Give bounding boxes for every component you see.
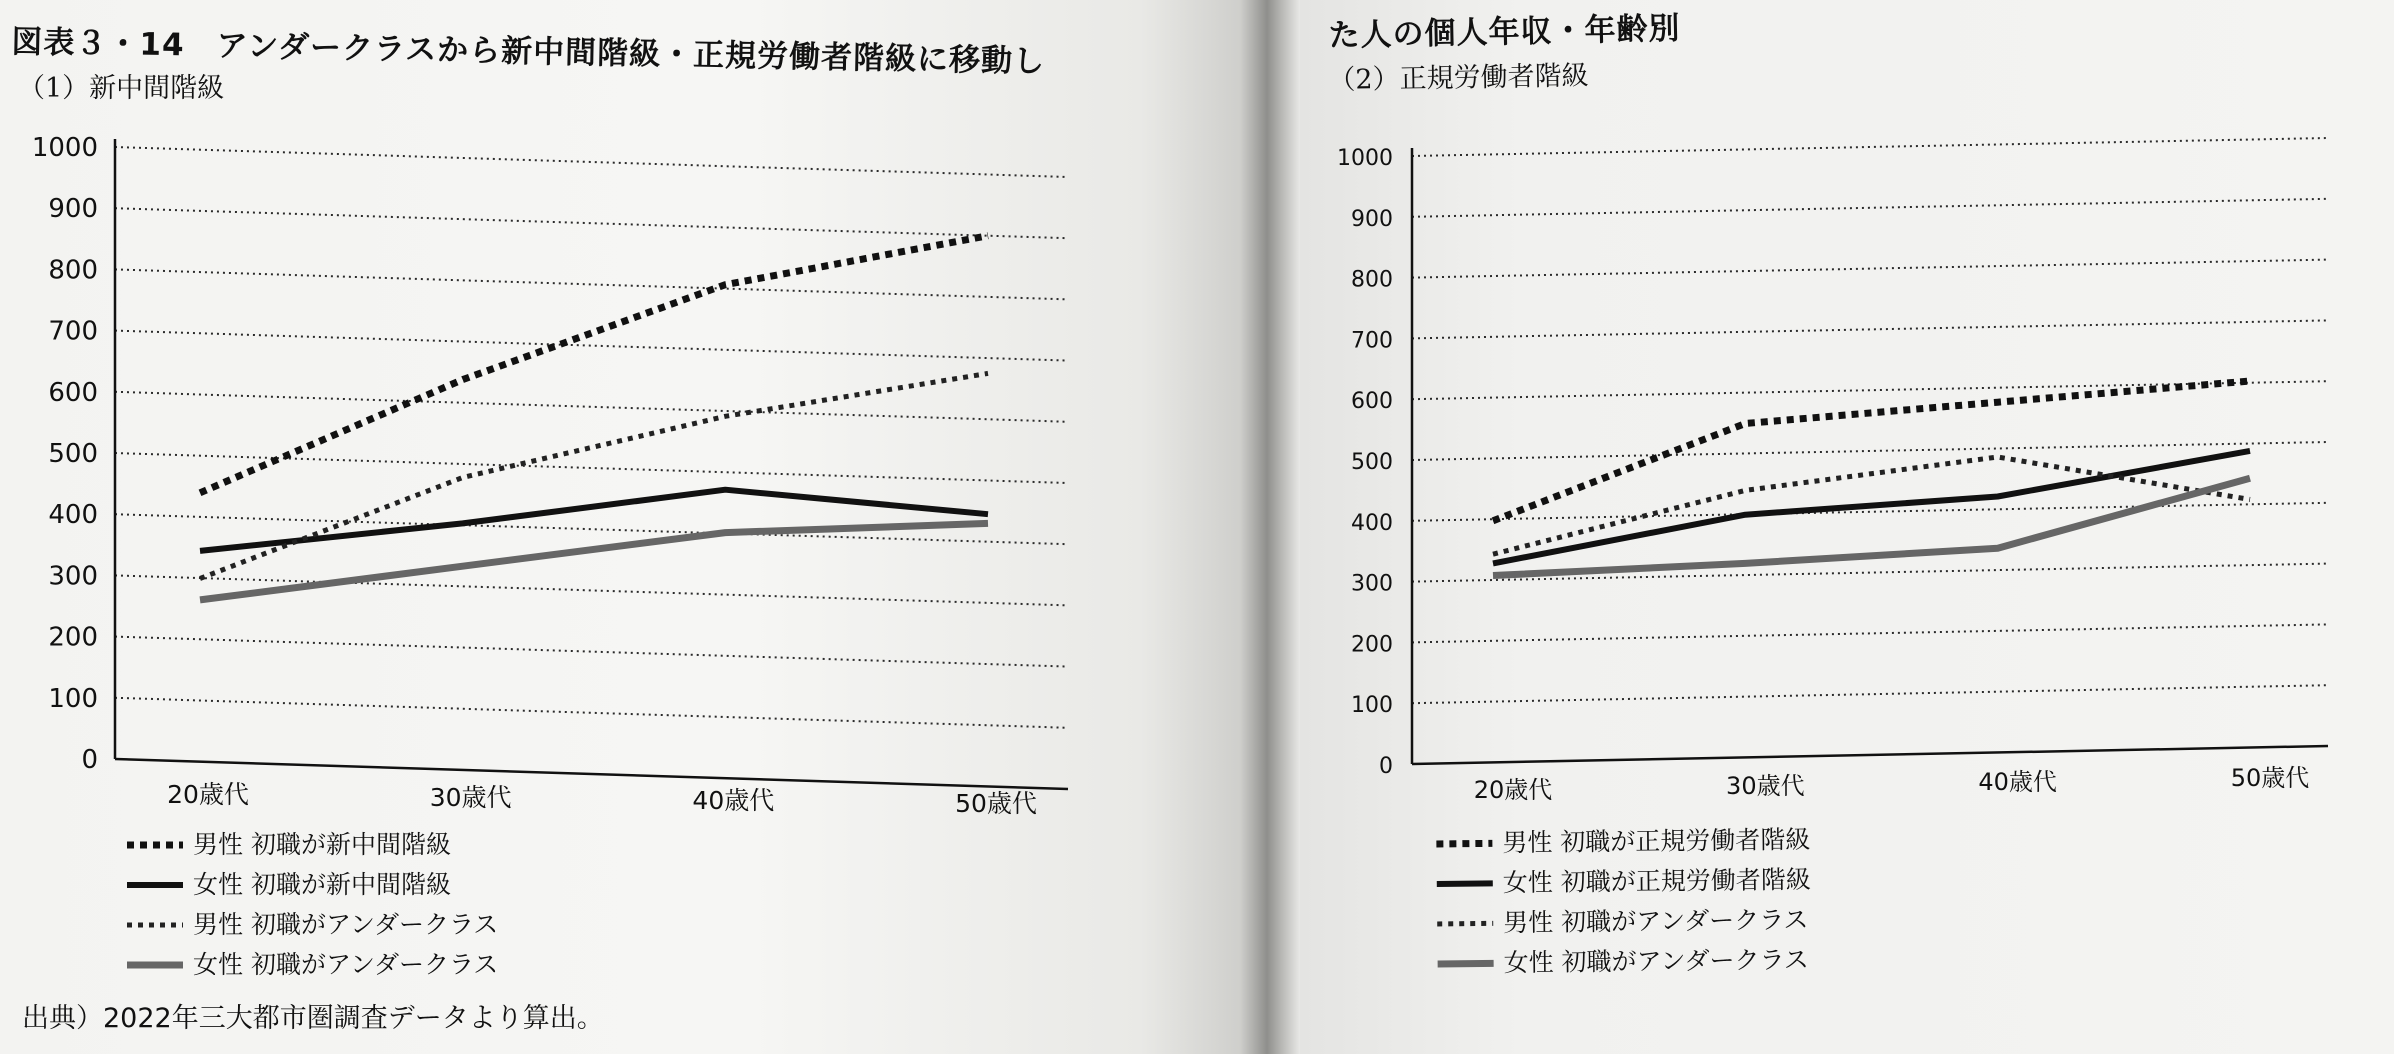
chart2-gridline <box>1412 260 2328 278</box>
chart1-gridline <box>115 147 1068 177</box>
chart2-ytick-label: 0 <box>1379 754 1393 779</box>
chart2-gridlines <box>1412 138 2328 703</box>
chart1-gridline <box>115 698 1068 728</box>
chart1-series-line-2 <box>200 490 988 551</box>
chart2-ytick-label: 600 <box>1351 389 1393 415</box>
chart1-ytick-label: 1000 <box>31 133 98 163</box>
chart1-ytick-label: 400 <box>48 500 98 531</box>
chart1-gridline <box>115 453 1068 483</box>
chart1-legend-item <box>125 865 498 905</box>
chart1-legend-item <box>125 945 498 985</box>
chart2-category-label: 50歳代 <box>2230 764 2310 792</box>
chart1-legend-label: 男性 初職がアンダークラス <box>193 910 499 939</box>
chart1-x-axis <box>115 759 1068 789</box>
chart1-ytick-label: 100 <box>48 683 98 714</box>
chart2-ytick-label: 500 <box>1351 450 1393 475</box>
chart1-legend-swatch <box>125 958 185 972</box>
chart1-legend-item <box>125 825 498 865</box>
book-gutter <box>1240 0 1300 1054</box>
chart1-ytick-label: 300 <box>48 561 98 592</box>
chart2-ytick-label: 300 <box>1351 571 1393 597</box>
chart1-ytick-label: 500 <box>48 439 98 469</box>
chart1-ytick-label: 700 <box>48 316 98 347</box>
chart1-ytick-label: 800 <box>48 255 98 286</box>
chart2-category-label: 30歳代 <box>1726 772 1805 800</box>
chart2-legend-item <box>1435 900 1811 944</box>
chart1-legend-swatch <box>125 838 185 852</box>
chart2-legend-swatch <box>1435 916 1495 931</box>
chart2-legend-label: 女性 初職が正規労働者階級 <box>1502 865 1811 898</box>
chart2-gridline <box>1412 624 2328 642</box>
figure-title-left: 図表３・14 アンダークラスから新中間階級・正規労働者階級に移動し <box>11 23 1046 80</box>
chart2-legend-label: 男性 初職がアンダークラス <box>1503 905 1809 938</box>
chart2-subtitle: （2）正規労働者階級 <box>1328 60 1589 96</box>
chart1-category-label: 30歳代 <box>429 783 512 812</box>
chart1-category-label: 40歳代 <box>692 786 775 815</box>
chart2-x-axis <box>1412 746 2328 764</box>
chart1-gridline <box>115 514 1068 544</box>
chart2-ytick-label: 400 <box>1351 510 1393 536</box>
chart2-legend-item <box>1435 860 1811 904</box>
chart1-ytick-label: 900 <box>48 194 98 225</box>
chart1-gridline <box>115 392 1068 422</box>
chart1-legend-label: 女性 初職がアンダークラス <box>193 950 499 979</box>
chart2-legend-label: 男性 初職が正規労働者階級 <box>1502 825 1811 858</box>
chart1-subtitle: （1）新中間階級 <box>18 73 225 104</box>
chart2-series-line-1 <box>1493 381 2250 521</box>
chart2-category-label: 20歳代 <box>1473 776 1553 804</box>
chart2-gridline <box>1412 138 2328 156</box>
chart1-category-label: 20歳代 <box>167 780 249 809</box>
chart1-ytick-label: 0 <box>81 745 98 775</box>
chart2-legend-swatch <box>1436 956 1496 971</box>
chart2-category-label: 40歳代 <box>1978 768 2057 796</box>
chart2-series-line-4 <box>1493 478 2250 575</box>
chart2-legend <box>1434 820 1812 984</box>
chart2-ytick-label: 100 <box>1351 693 1393 719</box>
chart1-gridlines <box>115 147 1068 728</box>
chart2-gridline <box>1412 199 2328 217</box>
chart1-legend-swatch <box>125 918 185 932</box>
chart2-ytick-label: 1000 <box>1337 146 1393 171</box>
chart1-legend <box>125 825 498 985</box>
chart2-ytick-label: 700 <box>1351 328 1393 354</box>
chart2-legend-swatch <box>1435 876 1495 891</box>
chart2-ytick-label: 200 <box>1351 632 1393 658</box>
chart1-legend-label: 男性 初職が新中間階級 <box>193 830 451 859</box>
chart2-legend-swatch <box>1434 836 1494 851</box>
source-note: 出典）2022年三大都市圏調査データより算出。 <box>22 1003 604 1034</box>
chart2-ytick-label: 800 <box>1351 267 1393 293</box>
chart2-gridline <box>1412 320 2328 338</box>
chart1-ytick-label: 600 <box>48 377 98 408</box>
chart1-series-line-1 <box>200 236 988 493</box>
figure-title-right: た人の個人年収・年齢別 <box>1328 10 1681 54</box>
chart2-legend-item <box>1435 940 1811 984</box>
chart2-gridline <box>1412 442 2328 460</box>
chart1-ytick-label: 200 <box>48 622 98 653</box>
chart2-legend-label: 女性 初職がアンダークラス <box>1503 945 1809 978</box>
chart1-gridline <box>115 637 1068 667</box>
chart2-legend-item <box>1434 820 1810 864</box>
chart1-gridline <box>115 208 1068 238</box>
chart2-gridline <box>1412 685 2328 703</box>
chart1-legend-item <box>125 905 498 945</box>
chart2-ytick-label: 900 <box>1351 206 1393 232</box>
chart1-legend-label: 女性 初職が新中間階級 <box>193 870 451 899</box>
chart1-legend-swatch <box>125 878 185 892</box>
chart1-gridline <box>115 269 1068 299</box>
chart1-category-label: 50歳代 <box>955 789 1037 818</box>
